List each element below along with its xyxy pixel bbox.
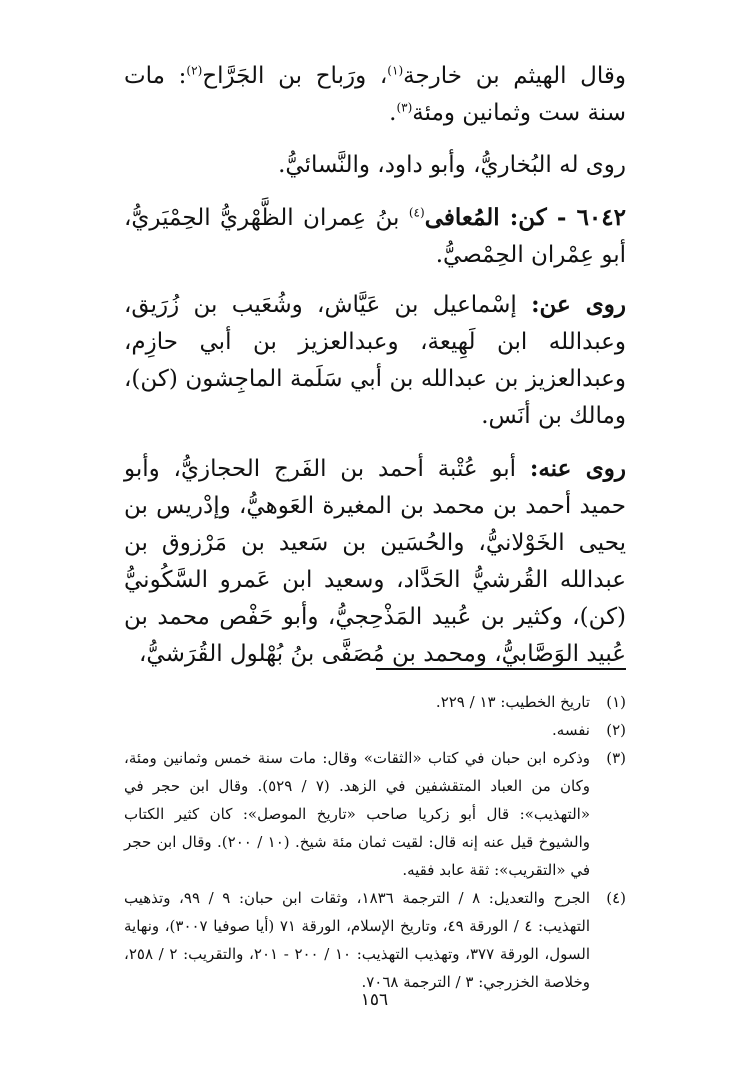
- footnote-item: [124, 716, 626, 744]
- footnote-ref-1: (١): [387, 63, 404, 78]
- footnote-number: (٢): [606, 721, 626, 739]
- main-text: [124, 58, 626, 688]
- footnote-text: وذكره ابن حبان في كتاب «الثقات» وقال: مات سنة خمس وثمانين ومئة، وكان من العباد المتقشفين في الزهد. (٧ / ٥٢٩). وقال ابن حجر في «التهذيب»: قال أبو زكريا صاحب «تاريخ الموصل»: كان كثير الكتاب والشيوخ قيل عنه إنه قال: لقيت ثمان مئة شيخ. (١٠ / ٢٠٠). وقال ابن حجر في «التقريب»: ثقة عابد فقيه.: [124, 749, 591, 879]
- footnote-number: (٣): [606, 749, 626, 767]
- footnote-separator: [376, 668, 626, 670]
- footnote-item: [124, 884, 626, 996]
- text-segment: : مات سنة ست وثمانين ومئة: [124, 63, 626, 126]
- footnote-text: الجرح والتعديل: ٨ / الترجمة ١٨٣٦، وثقات ابن حبان: ٩ / ٩٩، وتذهيب التهذيب: ٤ / الورقة ٤٩، وتاريخ الإسلام، الورقة ٧١ (أيا صوفيا ٣٠٠٧)، ونهاية السول، الورقة ٣٧٧، وتهذيب التهذيب: ١٠ / ٢٠٠ - ٢٠١، والتقريب: ٢ / ٢٥٨، وخلاصة الخزرجي: ٣ / الترجمة ٧٠٦٨.: [124, 889, 591, 991]
- entry-lineage: بنُ عِمران الظَّهْريُّ الحِمْيَريُّ، أبو عِمْران الحِمْصيُّ.: [124, 205, 626, 268]
- footnote-ref-3: (٣): [396, 100, 413, 115]
- text-segment: .: [389, 100, 397, 126]
- rawa-anhu-text: أبو عُتْبة أحمد بن الفَرج الحجازيُّ، وأبو حميد أحمد بن محمد بن المغيرة العَوهيُّ، وإدْريس بن يحيى الخَوْلانيُّ، والحُسَين بن سَعيد بن مَرْزوق بن عبدالله القُرشيُّ الحَدَّاد، وسعيد ابن عَمرو السَّكُونيُّ (كن)، وكثير بن عُبيد المَذْحِجيُّ، وأبو حَفْص محمد بن عُبيد الوَصَّابيُّ، ومحمد بن مُصَفَّى بنُ بُهْلول القُرَشيُّ،: [124, 456, 626, 667]
- rawa-anhu-label: روى عنه:: [529, 455, 626, 482]
- footnote-number: (٤): [606, 889, 626, 907]
- entry-number-and-name: ٦٠٤٢ - كن: المُعافى: [424, 204, 626, 231]
- rawa-an-paragraph: [124, 286, 626, 435]
- footnote-text: تاريخ الخطيب: ١٣ / ٢٢٩.: [435, 693, 590, 711]
- footnote-ref-2: (٢): [186, 63, 203, 78]
- footnote-text: نفسه.: [552, 721, 590, 739]
- footnote-item: [124, 688, 626, 716]
- entry-heading: [124, 199, 626, 274]
- footnote-number: (١): [606, 693, 626, 711]
- narrators-paragraph: روى له البُخاريُّ، وأبو داود، والنَّسائيُّ.: [278, 152, 626, 178]
- text-segment: وقال الهيثم بن خارجة: [403, 63, 626, 89]
- rawa-an-label: روى عن:: [531, 291, 626, 318]
- rawa-an-text: إسْماعيل بن عَيَّاش، وشُعَيب بن زُرَيق، وعبدالله ابن لَهِيعة، وعبدالعزيز بن أبي حازِم، وعبدالعزيز بن عبدالله بن أبي سَلَمة الماجِشون (كن)، ومالك بن أنَس.: [124, 292, 626, 429]
- death-date-paragraph: [124, 58, 626, 132]
- page-number: ١٥٦: [360, 990, 389, 1010]
- rawa-anhu-paragraph: [124, 450, 626, 673]
- footnote-ref-4: (٤): [408, 205, 425, 220]
- text-segment: ، ورَباح بن الجَرَّاح: [202, 63, 388, 89]
- footnotes: [124, 688, 626, 996]
- footnote-item: [124, 744, 626, 884]
